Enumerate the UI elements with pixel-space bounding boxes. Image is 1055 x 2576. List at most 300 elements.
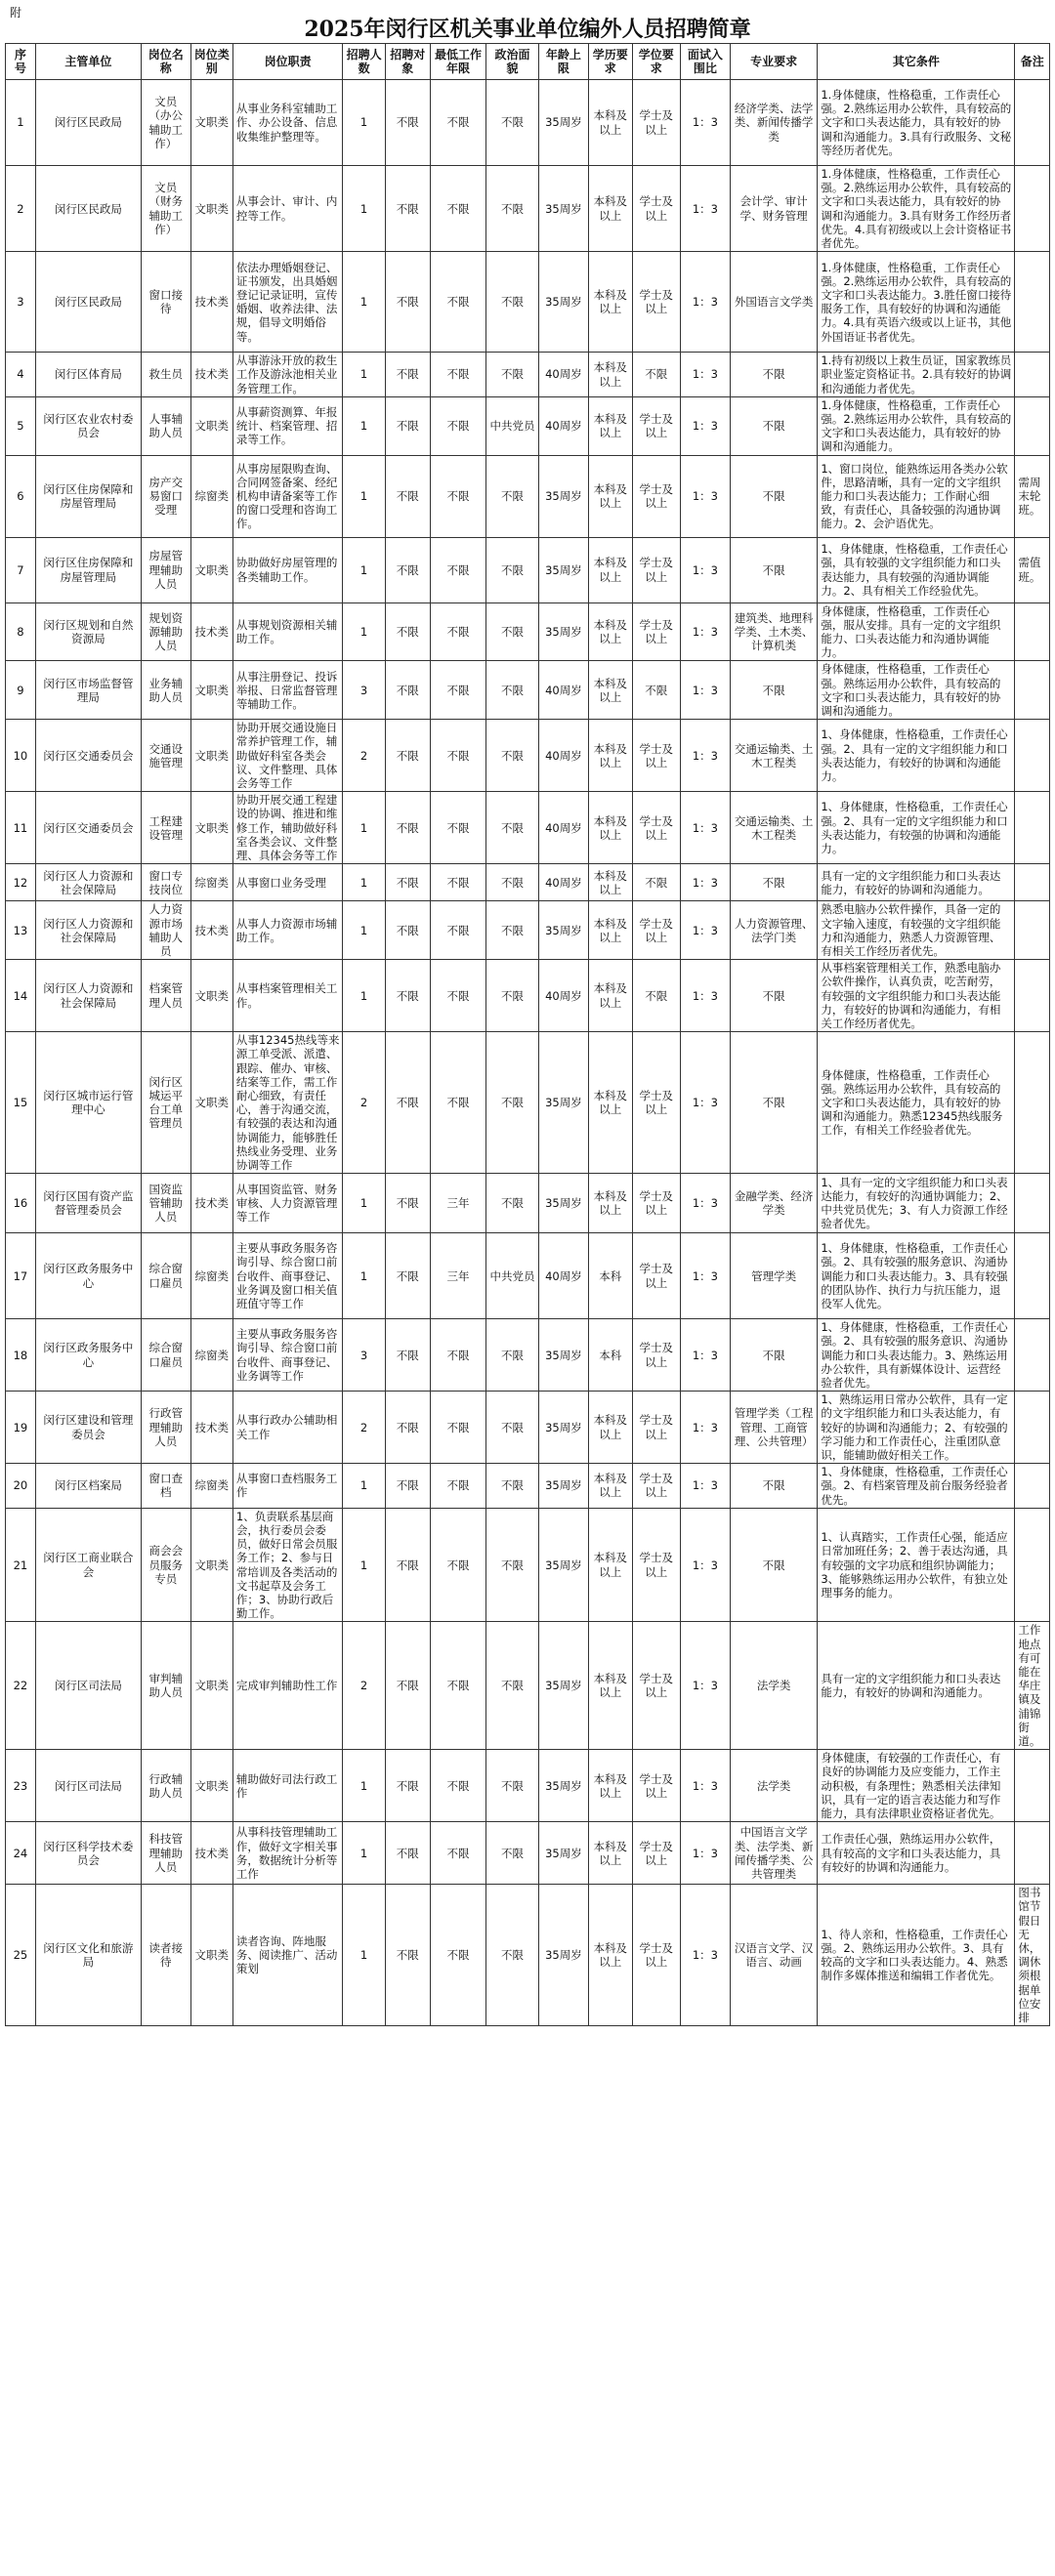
header-cat: 岗位类别 <box>190 44 232 80</box>
cell-age: 35周岁 <box>538 252 588 353</box>
cell-years: 不限 <box>430 602 485 661</box>
table-row <box>6 1233 1050 1319</box>
cell-degree: 学士及以上 <box>632 80 680 166</box>
cell-major: 不限 <box>730 1032 817 1174</box>
cell-dept: 闵行区司法局 <box>35 1750 141 1822</box>
table-row <box>6 455 1050 537</box>
cell-other: 1、身体健康，性格稳重，工作责任心强。2、具有较强的服务意识、沟通协调能力和口头表达能力。3、熟练运用办公软件，具有新媒体设计、运营经验者优先。 <box>818 1319 1015 1392</box>
table-row <box>6 901 1050 960</box>
cell-edu: 本科及以上 <box>588 537 632 602</box>
cell-major: 交通运输类、土木工程类 <box>730 720 817 792</box>
cell-pol: 不限 <box>486 1822 539 1885</box>
cell-num: 1 <box>343 602 385 661</box>
cell-major: 不限 <box>730 353 817 397</box>
cell-ratio: 1：3 <box>680 1822 730 1885</box>
cell-years: 不限 <box>430 864 485 901</box>
cell-target: 不限 <box>385 353 430 397</box>
cell-dept: 闵行区民政局 <box>35 166 141 252</box>
cell-cat: 综窗类 <box>190 1464 232 1509</box>
cell-major: 金融学类、经济学类 <box>730 1174 817 1233</box>
cell-ratio: 1：3 <box>680 353 730 397</box>
cell-pos: 业务辅助人员 <box>141 661 190 720</box>
cell-duty: 从事房屋限购查询、合同网签备案、经纪机构申请备案等工作的窗口受理和咨询工作。 <box>232 455 343 537</box>
cell-cat: 文职类 <box>190 166 232 252</box>
cell-duty: 从事人力资源市场辅助工作。 <box>232 901 343 960</box>
cell-no: 2 <box>6 166 36 252</box>
cell-pol: 不限 <box>486 960 539 1032</box>
cell-note: 工作地点有可能在华庄镇及浦锦街道。 <box>1015 1622 1050 1750</box>
cell-other: 1、待人亲和，性格稳重，工作责任心强。2、熟练运用办公软件。3、具有较高的文字和口头表达能力。4、熟悉制作多媒体推送和编辑工作者优先。 <box>818 1885 1015 2026</box>
cell-note <box>1015 252 1050 353</box>
cell-pos: 房产交易窗口受理 <box>141 455 190 537</box>
cell-pol: 不限 <box>486 1622 539 1750</box>
cell-cat: 文职类 <box>190 720 232 792</box>
cell-other: 熟悉电脑办公软件操作，具备一定的文字输入速度，有较强的文字组织能力和沟通能力，熟悉人力资源管理、有相关工作经历者优先。 <box>818 901 1015 960</box>
cell-pol: 不限 <box>486 661 539 720</box>
cell-edu: 本科及以上 <box>588 1508 632 1622</box>
cell-dept: 闵行区城市运行管理中心 <box>35 1032 141 1174</box>
cell-note <box>1015 661 1050 720</box>
cell-target: 不限 <box>385 166 430 252</box>
cell-years: 不限 <box>430 1750 485 1822</box>
table-row <box>6 1392 1050 1464</box>
cell-other: 1、具有一定的文字组织能力和口头表达能力，有较好的沟通协调能力；2、中共党员优先；3、有人力资源工作经验者优先。 <box>818 1174 1015 1233</box>
cell-dept: 闵行区住房保障和房屋管理局 <box>35 537 141 602</box>
cell-years: 不限 <box>430 1822 485 1885</box>
cell-pos: 人事辅助人员 <box>141 396 190 455</box>
cell-pol: 不限 <box>486 864 539 901</box>
cell-years: 不限 <box>430 720 485 792</box>
cell-other: 身体健康，性格稳重，工作责任心强，服从安排。具有一定的文字组织能力、口头表达能力和沟通协调能力。 <box>818 602 1015 661</box>
cell-pos: 综合窗口雇员 <box>141 1319 190 1392</box>
table-row <box>6 602 1050 661</box>
cell-pol: 不限 <box>486 353 539 397</box>
cell-degree: 学士及以上 <box>632 1464 680 1509</box>
cell-duty: 依法办理婚姻登记、证书颁发，出具婚姻登记记录证明，宣传婚姻、收养法律、法规，倡导文明婚俗等。 <box>232 252 343 353</box>
cell-note <box>1015 1032 1050 1174</box>
cell-note <box>1015 1822 1050 1885</box>
cell-dept: 闵行区交通委员会 <box>35 792 141 864</box>
cell-cat: 文职类 <box>190 792 232 864</box>
cell-pos: 行政管理辅助人员 <box>141 1392 190 1464</box>
cell-num: 1 <box>343 537 385 602</box>
cell-target: 不限 <box>385 1319 430 1392</box>
cell-other: 1.身体健康，性格稳重，工作责任心强。2.熟练运用办公软件，具有较高的文字和口头表达能力。3.胜任窗口接待服务工作，具有较好的协调和沟通能力。4.具有英语六级或以上证书，其他外国语证书者优先。 <box>818 252 1015 353</box>
cell-edu: 本科及以上 <box>588 353 632 397</box>
cell-note <box>1015 1319 1050 1392</box>
cell-cat: 文职类 <box>190 1508 232 1622</box>
table-row <box>6 864 1050 901</box>
cell-ratio: 1：3 <box>680 166 730 252</box>
cell-other: 1、窗口岗位，能熟练运用各类办公软件，思路清晰，具有一定的文字组织能力和口头表达能力；工作耐心细致，有责任心，具备较强的沟通协调能力。2、会沪语优先。 <box>818 455 1015 537</box>
cell-dept: 闵行区政务服务中心 <box>35 1233 141 1319</box>
cell-duty: 从事窗口业务受理 <box>232 864 343 901</box>
cell-duty: 从事国资监管、财务审核、人力资源管理等工作 <box>232 1174 343 1233</box>
cell-no: 23 <box>6 1750 36 1822</box>
cell-dept: 闵行区人力资源和社会保障局 <box>35 901 141 960</box>
cell-no: 1 <box>6 80 36 166</box>
cell-no: 8 <box>6 602 36 661</box>
cell-age: 35周岁 <box>538 901 588 960</box>
cell-ratio: 1：3 <box>680 792 730 864</box>
cell-dept: 闵行区规划和自然资源局 <box>35 602 141 661</box>
cell-duty: 从事行政办公辅助相关工作 <box>232 1392 343 1464</box>
cell-num: 1 <box>343 80 385 166</box>
cell-edu: 本科及以上 <box>588 901 632 960</box>
cell-years: 不限 <box>430 537 485 602</box>
cell-years: 三年 <box>430 1233 485 1319</box>
cell-age: 35周岁 <box>538 1885 588 2026</box>
cell-cat: 文职类 <box>190 1622 232 1750</box>
header-years: 最低工作年限 <box>430 44 485 80</box>
cell-duty: 从事薪资测算、年报统计、档案管理、招录等工作。 <box>232 396 343 455</box>
cell-ratio: 1：3 <box>680 1319 730 1392</box>
cell-cat: 技术类 <box>190 1822 232 1885</box>
cell-years: 不限 <box>430 353 485 397</box>
header-degree: 学位要求 <box>632 44 680 80</box>
cell-degree: 学士及以上 <box>632 1508 680 1622</box>
cell-degree: 不限 <box>632 353 680 397</box>
cell-edu: 本科及以上 <box>588 455 632 537</box>
header-pos: 岗位名称 <box>141 44 190 80</box>
cell-degree: 学士及以上 <box>632 1822 680 1885</box>
cell-major: 不限 <box>730 960 817 1032</box>
cell-dept: 闵行区市场监督管理局 <box>35 661 141 720</box>
attachment-label: 附 <box>10 6 22 20</box>
cell-major: 人力资源管理、法学门类 <box>730 901 817 960</box>
cell-dept: 闵行区住房保障和房屋管理局 <box>35 455 141 537</box>
cell-duty: 从事12345热线等来源工单受派、派遣、跟踪、催办、审核、结案等工作，需工作耐心细致，有责任心，善于沟通交流，有较强的表达和沟通协调能力，能够胜任热线业务受理、业务协调等工作 <box>232 1032 343 1174</box>
table-row <box>6 1319 1050 1392</box>
cell-target: 不限 <box>385 1174 430 1233</box>
cell-other: 身体健康，性格稳重，工作责任心强。熟练运用办公软件，具有较高的文字和口头表达能力，具有较好的协调和沟通能力。熟悉12345热线服务工作，有相关工作经验者优先。 <box>818 1032 1015 1174</box>
cell-target: 不限 <box>385 396 430 455</box>
cell-edu: 本科及以上 <box>588 1392 632 1464</box>
header-no: 序号 <box>6 44 36 80</box>
cell-dept: 闵行区科学技术委员会 <box>35 1822 141 1885</box>
table-row <box>6 353 1050 397</box>
cell-pol: 不限 <box>486 1392 539 1464</box>
cell-target: 不限 <box>385 1750 430 1822</box>
cell-degree: 不限 <box>632 661 680 720</box>
cell-duty: 完成审判辅助性工作 <box>232 1622 343 1750</box>
cell-age: 35周岁 <box>538 1174 588 1233</box>
table-row <box>6 792 1050 864</box>
cell-no: 16 <box>6 1174 36 1233</box>
cell-edu: 本科及以上 <box>588 80 632 166</box>
cell-other: 1、认真踏实，工作责任心强，能适应日常加班任务；2、善于表达沟通，具有较强的文字功底和组织协调能力；3、能够熟练运用办公软件，有独立处理事务的能力。 <box>818 1508 1015 1622</box>
cell-pol: 不限 <box>486 1508 539 1622</box>
cell-dept: 闵行区工商业联合会 <box>35 1508 141 1622</box>
cell-degree: 学士及以上 <box>632 252 680 353</box>
cell-degree: 学士及以上 <box>632 1885 680 2026</box>
cell-age: 35周岁 <box>538 1508 588 1622</box>
cell-cat: 技术类 <box>190 602 232 661</box>
cell-target: 不限 <box>385 864 430 901</box>
cell-no: 20 <box>6 1464 36 1509</box>
table-row <box>6 1885 1050 2026</box>
cell-edu: 本科及以上 <box>588 661 632 720</box>
cell-pol: 不限 <box>486 1885 539 2026</box>
cell-cat: 综窗类 <box>190 455 232 537</box>
cell-cat: 文职类 <box>190 396 232 455</box>
header-pol: 政治面貌 <box>486 44 539 80</box>
header-row <box>6 44 1050 80</box>
cell-num: 1 <box>343 1885 385 2026</box>
cell-major: 经济学类、法学类、新闻传播学类 <box>730 80 817 166</box>
cell-edu: 本科及以上 <box>588 396 632 455</box>
cell-ratio: 1：3 <box>680 1885 730 2026</box>
cell-num: 1 <box>343 792 385 864</box>
cell-edu: 本科及以上 <box>588 1885 632 2026</box>
cell-age: 35周岁 <box>538 455 588 537</box>
cell-years: 不限 <box>430 792 485 864</box>
cell-num: 1 <box>343 1464 385 1509</box>
cell-other: 1、身体健康，性格稳重，工作责任心强。2、具有较强的服务意识、沟通协调能力和口头表达能力。3、具有较强的团队协作、执行力与抗压能力，退役军人优先。 <box>818 1233 1015 1319</box>
table-row <box>6 1622 1050 1750</box>
cell-edu: 本科及以上 <box>588 1750 632 1822</box>
cell-no: 12 <box>6 864 36 901</box>
cell-note <box>1015 1750 1050 1822</box>
cell-other: 具有一定的文字组织能力和口头表达能力，有较好的协调和沟通能力。 <box>818 864 1015 901</box>
cell-pos: 人力资源市场辅助人员 <box>141 901 190 960</box>
cell-note <box>1015 396 1050 455</box>
cell-years: 不限 <box>430 1464 485 1509</box>
cell-degree: 学士及以上 <box>632 1750 680 1822</box>
cell-target: 不限 <box>385 1822 430 1885</box>
cell-no: 19 <box>6 1392 36 1464</box>
cell-years: 不限 <box>430 901 485 960</box>
cell-dept: 闵行区政务服务中心 <box>35 1319 141 1392</box>
cell-major: 不限 <box>730 455 817 537</box>
cell-ratio: 1：3 <box>680 1174 730 1233</box>
cell-cat: 综窗类 <box>190 1319 232 1392</box>
table-row <box>6 1750 1050 1822</box>
cell-pos: 综合窗口雇员 <box>141 1233 190 1319</box>
header-duty: 岗位职责 <box>232 44 343 80</box>
cell-num: 1 <box>343 252 385 353</box>
cell-dept: 闵行区体育局 <box>35 353 141 397</box>
cell-other: 1.身体健康，性格稳重，工作责任心强。2.熟练运用办公软件，具有较高的文字和口头表达能力，具有较好的协调和沟通能力。3.具有财务工作经历者优先。4.具有初级或以上会计资格证书者优先。 <box>818 166 1015 252</box>
cell-ratio: 1：3 <box>680 1032 730 1174</box>
cell-edu: 本科及以上 <box>588 1822 632 1885</box>
cell-ratio: 1：3 <box>680 720 730 792</box>
cell-target: 不限 <box>385 1622 430 1750</box>
cell-pol: 不限 <box>486 252 539 353</box>
cell-no: 10 <box>6 720 36 792</box>
cell-num: 2 <box>343 720 385 792</box>
cell-pos: 文员（财务辅助工作） <box>141 166 190 252</box>
cell-duty: 从事档案管理相关工作。 <box>232 960 343 1032</box>
cell-num: 1 <box>343 1750 385 1822</box>
cell-degree: 学士及以上 <box>632 602 680 661</box>
cell-pos: 读者接待 <box>141 1885 190 2026</box>
cell-target: 不限 <box>385 960 430 1032</box>
cell-pos: 科技管理辅助人员 <box>141 1822 190 1885</box>
cell-pos: 国资监管辅助人员 <box>141 1174 190 1233</box>
cell-pos: 交通设施管理 <box>141 720 190 792</box>
cell-major: 不限 <box>730 864 817 901</box>
header-note: 备注 <box>1015 44 1050 80</box>
cell-pol: 不限 <box>486 1319 539 1392</box>
cell-no: 17 <box>6 1233 36 1319</box>
cell-age: 35周岁 <box>538 1622 588 1750</box>
cell-target: 不限 <box>385 1885 430 2026</box>
cell-duty: 辅助做好司法行政工作 <box>232 1750 343 1822</box>
cell-ratio: 1：3 <box>680 1233 730 1319</box>
cell-dept: 闵行区建设和管理委员会 <box>35 1392 141 1464</box>
cell-note <box>1015 1174 1050 1233</box>
cell-other: 1.身体健康，性格稳重，工作责任心强。2.熟练运用办公软件，具有较高的文字和口头表达能力，具有较好的协调和沟通能力。3.具有行政服务、文秘等经历者优先。 <box>818 80 1015 166</box>
cell-pol: 不限 <box>486 720 539 792</box>
cell-degree: 学士及以上 <box>632 166 680 252</box>
cell-pol: 不限 <box>486 537 539 602</box>
cell-ratio: 1：3 <box>680 864 730 901</box>
cell-pol: 不限 <box>486 166 539 252</box>
cell-other: 工作责任心强，熟练运用办公软件，具有较高的文字和口头表达能力，具有较好的协调和沟通能力。 <box>818 1822 1015 1885</box>
cell-major: 不限 <box>730 661 817 720</box>
header-dept: 主管单位 <box>35 44 141 80</box>
cell-pol: 不限 <box>486 455 539 537</box>
cell-degree: 学士及以上 <box>632 720 680 792</box>
cell-target: 不限 <box>385 1032 430 1174</box>
cell-dept: 闵行区国有资产监督管理委员会 <box>35 1174 141 1233</box>
cell-num: 1 <box>343 960 385 1032</box>
header-other: 其它条件 <box>818 44 1015 80</box>
cell-duty: 主要从事政务服务咨询引导、综合窗口前台收件、商事登记、业务调及窗口相关值班值守等工作 <box>232 1233 343 1319</box>
cell-note <box>1015 602 1050 661</box>
cell-note <box>1015 792 1050 864</box>
cell-dept: 闵行区民政局 <box>35 80 141 166</box>
cell-target: 不限 <box>385 455 430 537</box>
cell-major: 外国语言文学类 <box>730 252 817 353</box>
cell-edu: 本科 <box>588 1319 632 1392</box>
recruitment-table <box>5 43 1050 2026</box>
table-row <box>6 1822 1050 1885</box>
cell-num: 1 <box>343 864 385 901</box>
cell-duty: 1、负责联系基层商会，执行委员会委员，做好日常会员服务工作；2、参与日常培训及各类活动的文书起草及会务工作；3、协助行政后勤工作。 <box>232 1508 343 1622</box>
cell-major: 不限 <box>730 1319 817 1392</box>
cell-pol: 不限 <box>486 792 539 864</box>
cell-duty: 读者咨询、阵地服务、阅读推广、活动策划 <box>232 1885 343 2026</box>
cell-cat: 文职类 <box>190 1032 232 1174</box>
cell-ratio: 1：3 <box>680 455 730 537</box>
cell-years: 不限 <box>430 455 485 537</box>
table-row <box>6 1508 1050 1622</box>
cell-degree: 不限 <box>632 960 680 1032</box>
cell-other: 1、熟练运用日常办公软件，具有一定的文字组织能力和口头表达能力，有较好的协调和沟通能力；2、有较强的学习能力和工作责任心，注重团队意识，能辅助做好相关工作。 <box>818 1392 1015 1464</box>
cell-duty: 主要从事政务服务咨询引导、综合窗口前台收件、商事登记、业务调等工作 <box>232 1319 343 1392</box>
cell-duty: 协助开展交通工程建设的协调、推进和维修工作，辅助做好科室各类会议、文件整理、具体会务等工作 <box>232 792 343 864</box>
cell-cat: 文职类 <box>190 661 232 720</box>
table-row <box>6 396 1050 455</box>
header-major: 专业要求 <box>730 44 817 80</box>
cell-years: 不限 <box>430 80 485 166</box>
page-title: 2025年闵行区机关事业单位编外人员招聘简章 <box>304 17 751 42</box>
cell-other: 1.持有初级以上救生员证，国家教练员职业鉴定资格证书。2.具有较好的协调和沟通能力者优先。 <box>818 353 1015 397</box>
cell-degree: 学士及以上 <box>632 792 680 864</box>
cell-no: 5 <box>6 396 36 455</box>
cell-num: 3 <box>343 1319 385 1392</box>
cell-pol: 不限 <box>486 602 539 661</box>
cell-pos: 行政辅助人员 <box>141 1750 190 1822</box>
cell-years: 不限 <box>430 252 485 353</box>
cell-no: 18 <box>6 1319 36 1392</box>
cell-ratio: 1：3 <box>680 252 730 353</box>
cell-years: 三年 <box>430 1174 485 1233</box>
cell-num: 1 <box>343 1508 385 1622</box>
cell-pos: 审判辅助人员 <box>141 1622 190 1750</box>
cell-pol: 不限 <box>486 1032 539 1174</box>
cell-no: 25 <box>6 1885 36 2026</box>
cell-ratio: 1：3 <box>680 1464 730 1509</box>
cell-edu: 本科及以上 <box>588 792 632 864</box>
cell-no: 22 <box>6 1622 36 1750</box>
cell-age: 35周岁 <box>538 1750 588 1822</box>
cell-note: 图书馆节假日无休，调休须根据单位安排 <box>1015 1885 1050 2026</box>
cell-other: 身体健康，有较强的工作责任心，有良好的协调能力及应变能力，工作主动积极，有条理性；熟悉相关法律知识，具有一定的语言表达能力和写作能力，具有法律职业资格证者优先。 <box>818 1750 1015 1822</box>
cell-dept: 闵行区人力资源和社会保障局 <box>35 960 141 1032</box>
cell-num: 3 <box>343 661 385 720</box>
cell-no: 7 <box>6 537 36 602</box>
cell-no: 9 <box>6 661 36 720</box>
cell-note <box>1015 353 1050 397</box>
cell-num: 1 <box>343 353 385 397</box>
cell-num: 1 <box>343 1822 385 1885</box>
cell-years: 不限 <box>430 1319 485 1392</box>
cell-years: 不限 <box>430 960 485 1032</box>
header-edu: 学历要求 <box>588 44 632 80</box>
cell-major: 会计学、审计学、财务管理 <box>730 166 817 252</box>
cell-no: 6 <box>6 455 36 537</box>
cell-no: 4 <box>6 353 36 397</box>
cell-age: 35周岁 <box>538 1464 588 1509</box>
cell-duty: 协助开展交通设施日常养护管理工作，辅助做好科室各类会议、文件整理、具体会务等工作 <box>232 720 343 792</box>
cell-ratio: 1：3 <box>680 901 730 960</box>
cell-edu: 本科 <box>588 1233 632 1319</box>
cell-age: 35周岁 <box>538 602 588 661</box>
cell-years: 不限 <box>430 1622 485 1750</box>
cell-age: 40周岁 <box>538 661 588 720</box>
cell-pos: 档案管理人员 <box>141 960 190 1032</box>
cell-years: 不限 <box>430 1885 485 2026</box>
cell-dept: 闵行区民政局 <box>35 252 141 353</box>
cell-edu: 本科及以上 <box>588 166 632 252</box>
cell-age: 40周岁 <box>538 960 588 1032</box>
cell-major: 管理学类（工程管理、工商管理、公共管理） <box>730 1392 817 1464</box>
cell-num: 1 <box>343 396 385 455</box>
cell-no: 13 <box>6 901 36 960</box>
cell-duty: 从事注册登记、投诉举报、日常监督管理等辅助工作。 <box>232 661 343 720</box>
cell-edu: 本科及以上 <box>588 1032 632 1174</box>
cell-years: 不限 <box>430 1032 485 1174</box>
cell-dept: 闵行区交通委员会 <box>35 720 141 792</box>
cell-note <box>1015 166 1050 252</box>
header-num: 招聘人数 <box>343 44 385 80</box>
cell-target: 不限 <box>385 720 430 792</box>
cell-major: 不限 <box>730 1508 817 1622</box>
cell-degree: 学士及以上 <box>632 1622 680 1750</box>
cell-no: 11 <box>6 792 36 864</box>
cell-years: 不限 <box>430 1392 485 1464</box>
cell-ratio: 1：3 <box>680 396 730 455</box>
cell-major: 不限 <box>730 396 817 455</box>
cell-other: 1、身体健康，性格稳重，工作责任心强，具有较强的文字组织能力和口头表达能力，具有较强的沟通协调能力。2、具有相关工作经验优先。 <box>818 537 1015 602</box>
cell-pol: 不限 <box>486 1750 539 1822</box>
cell-major: 不限 <box>730 537 817 602</box>
cell-note: 需值班。 <box>1015 537 1050 602</box>
cell-other: 身体健康，性格稳重，工作责任心强。熟练运用办公软件，具有较高的文字和口头表达能力，具有较好的协调和沟通能力。 <box>818 661 1015 720</box>
